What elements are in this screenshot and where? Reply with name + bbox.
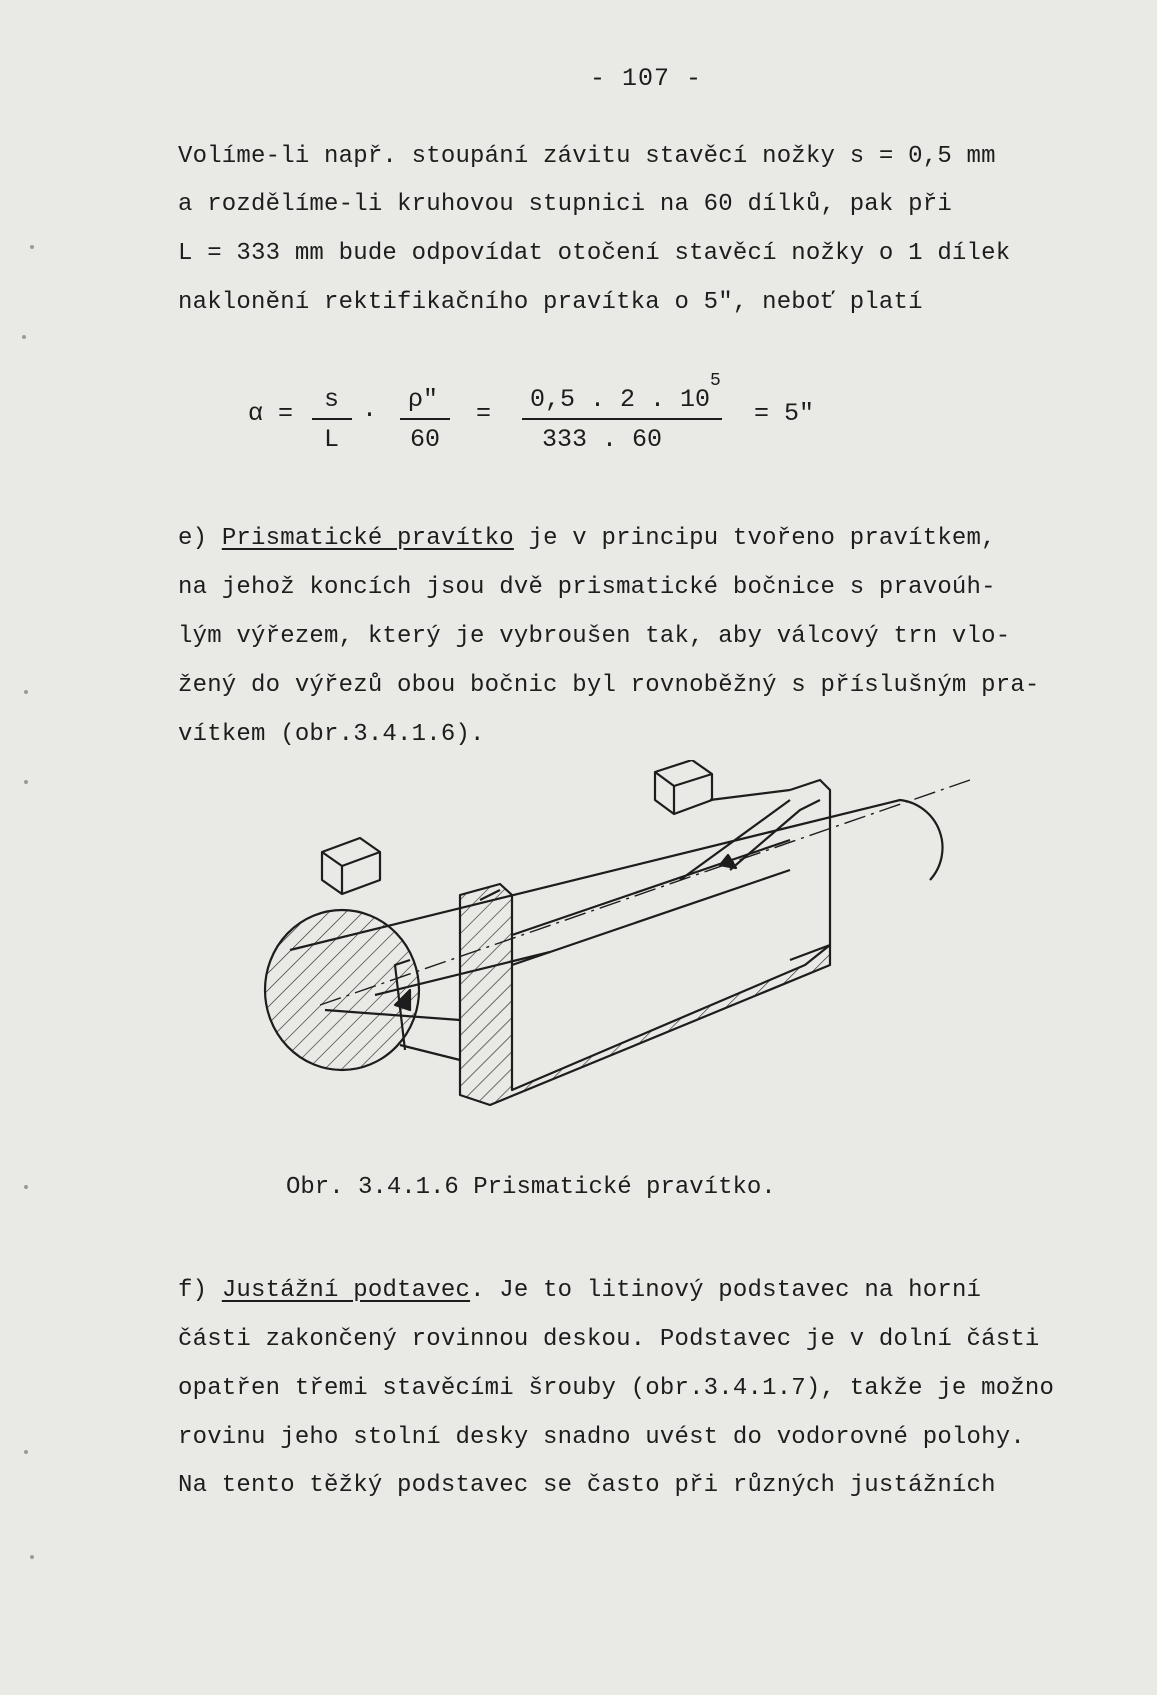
text-line: a rozdělíme-li kruhovou stupnici na 60 dílků, pak při bbox=[178, 191, 952, 218]
text-line: žený do výřezů obou bočnic byl rovnoběžný s příslušným pra- bbox=[178, 672, 1040, 699]
margin-speck bbox=[24, 1450, 28, 1454]
formula-numerator: 0,5 . 2 . 10 bbox=[530, 385, 711, 414]
section-f-first-line bbox=[178, 1277, 981, 1304]
formula-denominator: 60 bbox=[410, 425, 441, 454]
fraction-bar bbox=[522, 418, 722, 420]
formula-result: = 5" bbox=[754, 399, 815, 428]
fraction-bar bbox=[400, 418, 450, 420]
text-line: části zakončený rovinnou deskou. Podstavec je v dolní části bbox=[178, 1326, 1040, 1353]
far-prism-block bbox=[655, 760, 712, 814]
text-line: opatřen třemi stavěcími šrouby (obr.3.4.1.7), takže je možno bbox=[178, 1375, 1055, 1402]
fraction-bar bbox=[312, 418, 352, 420]
formula-equals: = bbox=[476, 399, 492, 428]
front-plate-section bbox=[460, 884, 830, 1105]
formula-denominator: 333 . 60 bbox=[542, 425, 663, 454]
axis-line bbox=[320, 780, 970, 1005]
left-prism-block bbox=[322, 838, 380, 894]
formula-numerator: s bbox=[324, 385, 340, 414]
text-line: na jehož koncích jsou dvě prismatické bočnice s pravoúh- bbox=[178, 574, 996, 601]
margin-speck bbox=[24, 780, 28, 784]
text-line: vítkem (obr.3.4.1.6). bbox=[178, 721, 485, 748]
section-e-first-line bbox=[178, 525, 996, 552]
formula-denominator: L bbox=[324, 425, 340, 454]
cylinder-section bbox=[265, 910, 419, 1070]
ruler-bar bbox=[512, 840, 790, 965]
formula-alpha: α = bbox=[248, 399, 294, 428]
text-line: Volíme-li např. stoupání závitu stavěcí nožky s = 0,5 mm bbox=[178, 143, 996, 170]
margin-speck bbox=[24, 1185, 28, 1189]
section-f-term: Justážní podtavec bbox=[221, 1277, 471, 1304]
text-line: lým výřezem, který je vybroušen tak, aby válcový trn vlo- bbox=[178, 623, 1011, 650]
margin-speck bbox=[24, 690, 28, 694]
prismatic-ruler-figure bbox=[260, 760, 1000, 1160]
section-f-prefix: f) bbox=[178, 1277, 222, 1304]
margin-speck bbox=[30, 245, 34, 249]
section-e-term: Prismatické pravítko bbox=[221, 525, 514, 552]
back-upright bbox=[790, 780, 830, 960]
formula bbox=[240, 371, 880, 465]
section-e-prefix: e) bbox=[178, 525, 222, 552]
figure-caption: Obr. 3.4.1.6 Prismatické pravítko. bbox=[286, 1174, 776, 1201]
formula-numerator: ρ" bbox=[408, 385, 439, 414]
formula-dot: . bbox=[362, 395, 378, 424]
text-line: naklonění rektifikačního pravítka o 5", neboť platí bbox=[178, 289, 923, 316]
section-e-text: je v principu tvořeno pravítkem, bbox=[513, 525, 996, 552]
formula-exponent: 5 bbox=[710, 371, 721, 391]
section-f-text: . Je to litinový podstavec na horní bbox=[470, 1277, 982, 1304]
margin-speck bbox=[30, 1555, 34, 1559]
text-line: rovinu jeho stolní desky snadno uvést do vodorovné polohy. bbox=[178, 1424, 1025, 1451]
text-line: Na tento těžký podstavec se často při různých justážních bbox=[178, 1472, 996, 1499]
page-number: - 107 - bbox=[590, 64, 703, 93]
margin-speck bbox=[22, 335, 26, 339]
text-line: L = 333 mm bude odpovídat otočení stavěcí nožky o 1 dílek bbox=[178, 240, 1011, 267]
